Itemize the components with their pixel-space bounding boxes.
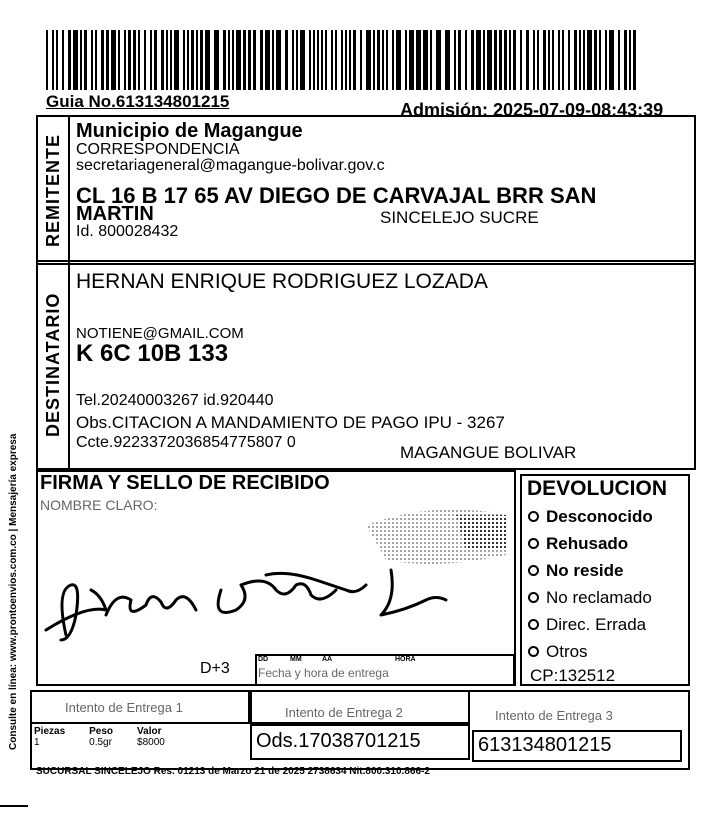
footer-text: SUCURSAL SINCELEJO Res. 01213 de Marzo 21 de 2025 2738634 Nit.800.310.866-2 bbox=[36, 766, 430, 777]
barcode-bar bbox=[292, 30, 294, 90]
weight-value: 0.5gr bbox=[89, 737, 112, 748]
attempt-1-label: Intento de Entrega 1 bbox=[65, 700, 183, 715]
barcode-bar bbox=[321, 30, 323, 90]
barcode-bar bbox=[509, 30, 511, 90]
date-caption: Fecha y hora de entrega bbox=[258, 666, 389, 680]
name-clear-label: NOMBRE CLARO: bbox=[40, 497, 158, 513]
sender-section-label: REMITENTE bbox=[43, 133, 63, 247]
barcode-bar bbox=[366, 30, 371, 90]
barcode-bar bbox=[382, 30, 384, 90]
barcode-bar bbox=[313, 30, 315, 90]
devolution-option-no-reside[interactable]: No reside bbox=[528, 557, 653, 584]
barcode-bar bbox=[423, 30, 428, 90]
recipient-ccte: Ccte.9223372036854775807 0 bbox=[76, 434, 296, 451]
barcode-bar bbox=[494, 30, 497, 90]
radio-circle-icon bbox=[528, 592, 539, 603]
devolution-option-no-reclamado[interactable]: No reclamado bbox=[528, 584, 653, 611]
sender-address-line1: CL 16 B 17 65 AV DIEGO DE CARVAJAL BRR SAN bbox=[76, 183, 597, 208]
barcode-bar bbox=[416, 30, 421, 90]
barcode-bar bbox=[386, 30, 388, 90]
barcode-bar bbox=[624, 30, 627, 90]
barcode-bar bbox=[161, 30, 164, 90]
radio-circle-icon bbox=[528, 538, 539, 549]
barcode-bar bbox=[345, 30, 347, 90]
barcode-bar bbox=[187, 30, 189, 90]
signature-title: FIRMA Y SELLO DE RECIBIDO bbox=[40, 472, 330, 494]
barcode-bar bbox=[166, 30, 168, 90]
barcode-bar bbox=[633, 30, 636, 90]
date-aa-label: AA bbox=[322, 656, 333, 663]
date-mm-label: MM bbox=[290, 656, 302, 663]
radio-circle-icon bbox=[528, 646, 539, 657]
barcode-bar bbox=[253, 30, 256, 90]
barcode-bar bbox=[223, 30, 226, 90]
barcode-bar bbox=[272, 30, 274, 90]
barcode-bar bbox=[562, 30, 564, 90]
attempt-3-label: Intento de Entrega 3 bbox=[495, 708, 613, 723]
pieces-header: Piezas bbox=[34, 726, 66, 737]
barcode-bar bbox=[73, 30, 78, 90]
sender-email: secretariageneral@magangue-bolivar.gov.c bbox=[76, 157, 385, 174]
barcode-bar bbox=[196, 30, 198, 90]
barcode-bar bbox=[436, 30, 441, 90]
barcode-bar bbox=[133, 30, 136, 90]
barcode-bar bbox=[236, 30, 241, 90]
sender-id: Id. 800028432 bbox=[76, 223, 179, 240]
sender-city: SINCELEJO SUCRE bbox=[380, 208, 539, 227]
barcode-bar bbox=[526, 30, 529, 90]
admission-date: Admisión: 2025-07-09-08:43:39 bbox=[400, 100, 664, 120]
barcode-bar bbox=[599, 30, 601, 90]
footer-dash bbox=[0, 805, 28, 807]
barcode-bar bbox=[276, 30, 281, 90]
barcode-bar bbox=[46, 30, 48, 90]
date-dd-label: DD bbox=[258, 656, 269, 663]
package-table bbox=[34, 726, 171, 748]
radio-circle-icon bbox=[528, 619, 539, 630]
barcode-bar bbox=[476, 30, 481, 90]
barcode-bar bbox=[84, 30, 87, 90]
barcode-bar bbox=[317, 30, 319, 90]
radio-circle-icon bbox=[528, 511, 539, 522]
value-header: Valor bbox=[137, 726, 162, 737]
barcode-bar bbox=[594, 30, 597, 90]
barcode-bar bbox=[543, 30, 546, 90]
barcode-bar bbox=[405, 30, 407, 90]
recipient-email: NOTIENE@GMAIL.COM bbox=[76, 325, 244, 342]
barcode-bar bbox=[118, 30, 120, 90]
devolution-option-direc-errada[interactable]: Direc. Errada bbox=[528, 611, 653, 638]
postal-code: CP:132512 bbox=[530, 666, 616, 685]
barcode-bar bbox=[533, 30, 535, 90]
barcode-bar bbox=[335, 30, 337, 90]
barcode-bar bbox=[445, 30, 450, 90]
barcode-bar bbox=[170, 30, 172, 90]
barcode-bar bbox=[377, 30, 380, 90]
devolution-options bbox=[528, 503, 653, 665]
barcode-bar bbox=[579, 30, 581, 90]
barcode-bar bbox=[583, 30, 585, 90]
tracking-number: 613134801215 bbox=[478, 734, 612, 756]
barcode-bar bbox=[465, 30, 467, 90]
barcode-bar bbox=[62, 30, 64, 90]
barcode-bar bbox=[214, 30, 219, 90]
recipient-name: HERNAN ENRIQUE RODRIGUEZ LOZADA bbox=[76, 270, 488, 293]
devolution-option-rehusado[interactable]: Rehusado bbox=[528, 530, 653, 557]
barcode-bar bbox=[360, 30, 362, 90]
ods-code: Ods.17038701215 bbox=[256, 730, 421, 752]
barcode-bar bbox=[353, 30, 356, 90]
barcode-bar bbox=[232, 30, 234, 90]
barcode-bar bbox=[483, 30, 485, 90]
barcode-bar bbox=[300, 30, 305, 90]
barcode-bar bbox=[191, 30, 194, 90]
radio-circle-icon bbox=[528, 565, 539, 576]
barcode-bar bbox=[331, 30, 333, 90]
signature-drawing bbox=[36, 490, 516, 660]
barcode-bar bbox=[373, 30, 375, 90]
attempt-2-label: Intento de Entrega 2 bbox=[285, 705, 403, 720]
barcode-bar bbox=[285, 30, 288, 90]
barcode-bar bbox=[520, 30, 522, 90]
barcode-bar bbox=[56, 30, 58, 90]
recipient-tel: Tel.20240003267 id.920440 bbox=[76, 392, 274, 409]
barcode-bar bbox=[605, 30, 607, 90]
devolution-option-desconocido[interactable]: Desconocido bbox=[528, 503, 653, 530]
barcode-bar bbox=[91, 30, 93, 90]
barcode-bar bbox=[309, 30, 311, 90]
barcode-bar bbox=[349, 30, 351, 90]
barcode-bar bbox=[95, 30, 97, 90]
barcode-bar bbox=[609, 30, 614, 90]
sender-address-line2: MARTIN bbox=[76, 203, 154, 225]
barcode-bar bbox=[458, 30, 461, 90]
barcode-bar bbox=[392, 30, 394, 90]
recipient-address: K 6C 10B 133 bbox=[76, 340, 229, 367]
barcode-bar bbox=[454, 30, 456, 90]
barcode-bar bbox=[124, 30, 126, 90]
barcode-bar bbox=[138, 30, 140, 90]
barcode-bar bbox=[618, 30, 620, 90]
barcode-bar bbox=[128, 30, 131, 90]
guide-number: Guia No.613134801215 bbox=[46, 92, 230, 111]
barcode-bar bbox=[260, 30, 263, 90]
barcode-bar bbox=[504, 30, 507, 90]
barcode-bar bbox=[396, 30, 401, 90]
barcode-bar bbox=[548, 30, 550, 90]
barcode-bar bbox=[296, 30, 298, 90]
value-amount: $8000 bbox=[137, 737, 165, 748]
barcode-bar bbox=[568, 30, 570, 90]
barcode-bar bbox=[499, 30, 502, 90]
barcode-bar bbox=[552, 30, 554, 90]
barcode-bar bbox=[243, 30, 246, 90]
pieces-value: 1 bbox=[34, 737, 40, 748]
barcode-bar bbox=[111, 30, 116, 90]
barcode-bar bbox=[154, 30, 157, 90]
barcode-bar bbox=[200, 30, 203, 90]
barcode-bar bbox=[106, 30, 109, 90]
delivery-days: D+3 bbox=[200, 660, 230, 677]
barcode-bar bbox=[537, 30, 539, 90]
barcode-bar bbox=[174, 30, 179, 90]
devolution-title: DEVOLUCION bbox=[527, 477, 668, 500]
barcode-bar bbox=[68, 30, 71, 90]
barcode-bar bbox=[150, 30, 152, 90]
barcode-bar bbox=[228, 30, 230, 90]
recipient-section-label: DESTINATARIO bbox=[43, 292, 63, 438]
barcode-bar bbox=[183, 30, 185, 90]
barcode-bar bbox=[587, 30, 592, 90]
devolution-option-otros[interactable]: Otros bbox=[528, 638, 653, 665]
barcode-bar bbox=[409, 30, 414, 90]
side-website-text: Consulte en línea: www.prontoenvios.com.co | Mensajería expresa bbox=[8, 433, 19, 750]
barcode-bar bbox=[205, 30, 210, 90]
barcode-bar bbox=[487, 30, 492, 90]
barcode-bar bbox=[101, 30, 104, 90]
barcode-bar bbox=[52, 30, 54, 90]
barcode-bar bbox=[430, 30, 432, 90]
recipient-obs: Obs.CITACION A MANDAMIENTO DE PAGO IPU - 3267 bbox=[76, 413, 505, 432]
barcode-bar bbox=[248, 30, 251, 90]
barcode bbox=[44, 30, 644, 94]
barcode-bar bbox=[265, 30, 270, 90]
barcode-bar bbox=[80, 30, 82, 90]
barcode-bar bbox=[144, 30, 146, 90]
date-hour-label: HORA bbox=[395, 656, 416, 663]
barcode-bar bbox=[341, 30, 343, 90]
barcode-bar bbox=[629, 30, 631, 90]
barcode-bar bbox=[513, 30, 516, 90]
barcode-bar bbox=[574, 30, 577, 90]
barcode-bar bbox=[558, 30, 560, 90]
barcode-bar bbox=[325, 30, 327, 90]
recipient-city: MAGANGUE BOLIVAR bbox=[400, 443, 577, 462]
barcode-bar bbox=[471, 30, 474, 90]
sender-dept: CORRESPONDENCIA bbox=[76, 141, 240, 158]
sender-name: Municipio de Magangue bbox=[76, 120, 303, 142]
weight-header: Peso bbox=[89, 726, 114, 737]
